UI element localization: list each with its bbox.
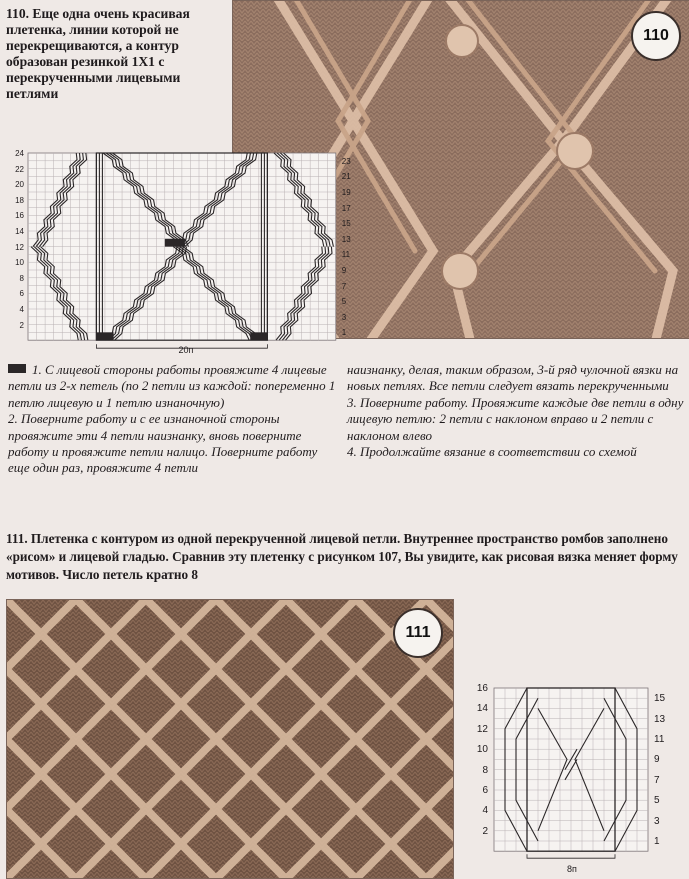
chart-110-row-number: 7 xyxy=(341,281,347,291)
chart-110-row-number: 8 xyxy=(19,273,24,283)
chart-110-row-number: 16 xyxy=(15,211,24,221)
legend-step-2-continued: наизнанку, делая, таким образом, 3-й ряд чулочной вязки на новых петлях. Все петли следует вязать перекрученными xyxy=(347,362,679,394)
pattern-110-heading: 110. Еще одна очень красивая плетенка, линии которой не перекрещиваются, а контур образован резинкой 1Х1 с перекрученными лицевыми петлями xyxy=(6,6,190,101)
chart-110-row-number: 20 xyxy=(15,180,24,190)
chart-111-row-number: 9 xyxy=(654,754,660,766)
chart-110-row-number: 15 xyxy=(341,219,351,229)
pattern-110-repeat-label: 20п xyxy=(178,345,194,355)
chart-110-row-number: 21 xyxy=(341,172,351,182)
chart-111-row-number: 13 xyxy=(654,713,666,725)
chart-110-row-number: 4 xyxy=(19,305,24,314)
chart-110-row-number: 3 xyxy=(341,312,347,322)
chart-110-row-number: 9 xyxy=(341,266,347,275)
chart-110-row-number: 12 xyxy=(15,242,24,252)
chart-110-row-number: 13 xyxy=(341,234,351,244)
chart-111-row-number: 1 xyxy=(654,836,660,847)
pattern-110-chart xyxy=(6,145,364,365)
chart-111-row-number: 12 xyxy=(476,723,488,735)
pattern-110-legend-left xyxy=(8,362,340,477)
chart-110-row-number: 17 xyxy=(341,203,351,213)
pattern-111-chart xyxy=(468,682,686,877)
chart-110-row-number: 14 xyxy=(15,227,24,236)
chart-110-row-number: 2 xyxy=(19,320,24,330)
chart-111-row-number: 7 xyxy=(654,774,660,786)
legend-step-2: 2. Поверните работу и с ее изнаночной стороны провяжите эти 4 петли наизнанку, вновь поверните работу и провяжите петли налицо. Поверните работу еще один раз, провяжите 4 петли xyxy=(8,411,318,476)
chart-111-row-number: 16 xyxy=(476,683,488,694)
pattern-110-legend-right xyxy=(347,362,685,460)
chart-110-row-number: 18 xyxy=(15,195,24,205)
chart-111-row-number: 6 xyxy=(482,785,488,796)
legend-step-1: 1. С лицевой стороны работы провяжите 4 лицевые петли из 2-х петель (по 2 петли из каждой: попеременно 1 петлю лицевую и 1 петлю изнаночную) xyxy=(8,362,336,410)
chart-111-row-number: 15 xyxy=(654,693,666,705)
chart-111-row-number: 2 xyxy=(482,825,488,837)
knit-swatch-111 xyxy=(7,600,453,878)
chart-111-row-number: 14 xyxy=(476,703,488,715)
chart-110-row-number: 23 xyxy=(341,156,351,166)
chart-110-row-number: 11 xyxy=(341,250,351,260)
chart-111-row-number: 4 xyxy=(482,805,488,817)
chart-111-row-number: 3 xyxy=(654,815,660,827)
chart-110-row-number: 24 xyxy=(15,149,24,158)
legend-swatch xyxy=(8,364,26,373)
chart-110-row-number: 10 xyxy=(15,258,24,268)
photo-110-number-badge: 110 xyxy=(631,11,681,61)
legend-step-3: 3. Поверните работу. Провяжите каждые две петли в одну лицевую петлю: 2 петли с наклоном вправо и 2 петли с наклоном влево xyxy=(347,394,684,443)
chart-111-row-number: 8 xyxy=(482,764,488,776)
chart-110-row-number: 1 xyxy=(341,328,347,338)
photo-111-number-badge: 111 xyxy=(393,608,443,658)
pattern-110-chart-grid xyxy=(6,145,364,365)
chart-110-row-number: 6 xyxy=(19,289,24,299)
pattern-111-heading: 111. Плетенка с контуром из одной перекрученной лицевой петли. Внутреннее пространство ромбов заполнено «рисом» и лицевой гладью. Сравнив эту плетенку с рисунком 107, Вы увидите, как рисовая вязка меняет форму мотивов. Число петель кратно 8 xyxy=(6,531,678,582)
pattern-111-photo xyxy=(6,599,454,879)
chart-110-row-number: 22 xyxy=(15,164,24,174)
chart-110-row-number: 19 xyxy=(341,188,351,197)
legend-step-4: 4. Продолжайте вязание в соответствии со схемой xyxy=(347,444,637,460)
chart-111-row-number: 5 xyxy=(654,795,660,807)
chart-111-row-number: 11 xyxy=(654,734,665,745)
chart-110-row-number: 5 xyxy=(341,297,347,307)
pattern-111-repeat-label: 8п xyxy=(567,864,577,874)
chart-111-row-number: 10 xyxy=(476,744,488,756)
